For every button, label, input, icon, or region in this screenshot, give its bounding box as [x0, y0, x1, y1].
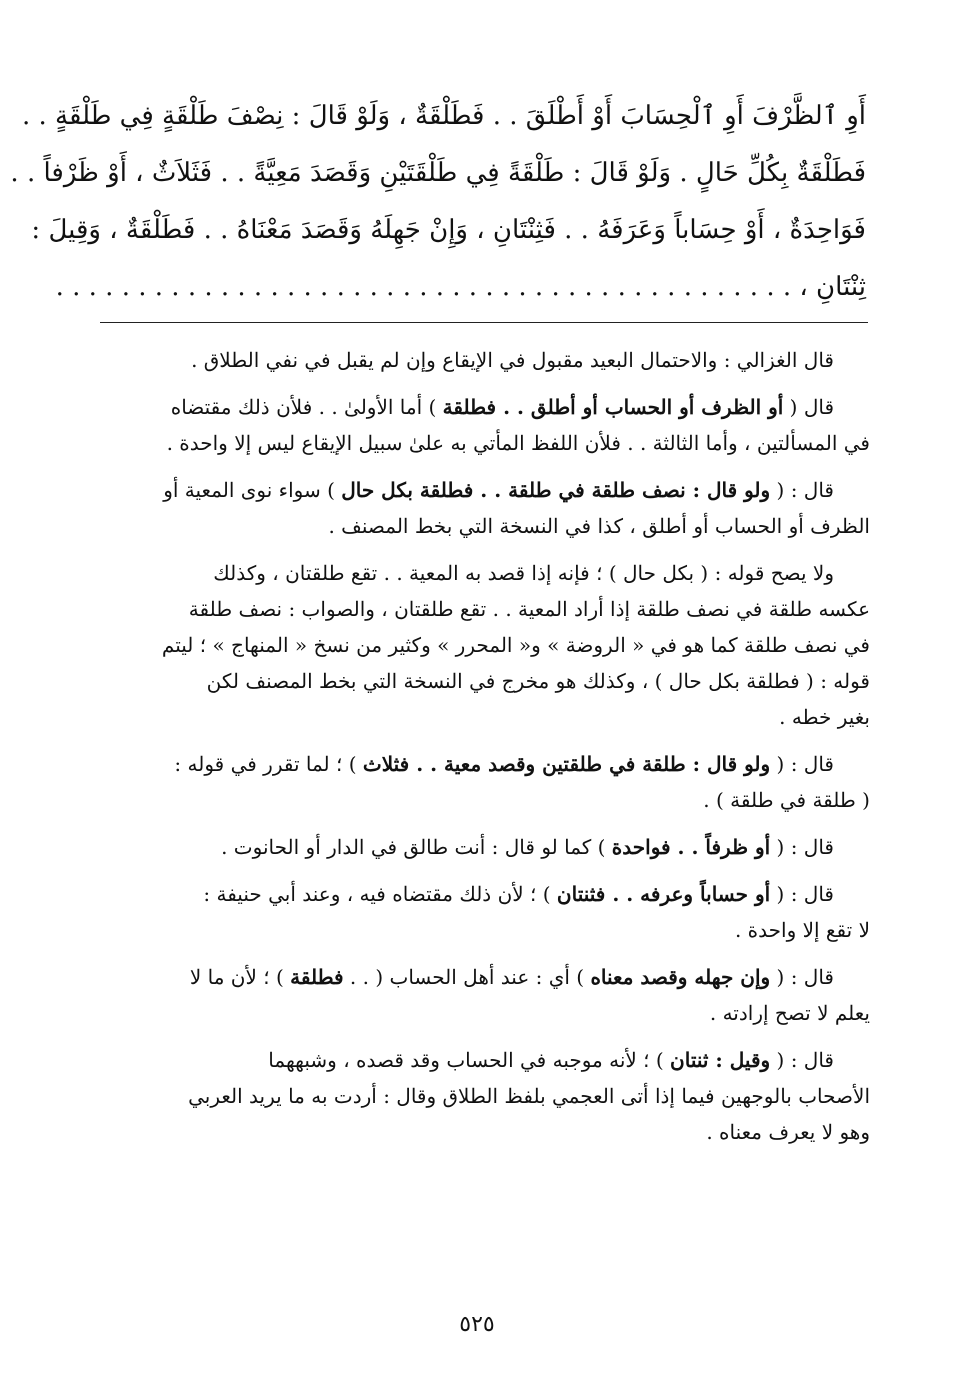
main-text-line: ثِنْتَانِ ، . . . . . . . . . . . . . . . . . . . . . . . . . . . . . . . . . . . . . . . . . . . . .: [55, 272, 866, 302]
commentary-line: قوله : ( فطلقة بكل حال ) ، وكذلك هو مخرج في النسخة التي بخط المصنف لكن: [206, 669, 870, 693]
commentary-line: لا تقع إلا واحدة .: [734, 918, 870, 942]
commentary-paragraph: [100, 746, 870, 818]
commentary-line: يعلم لا تصح إرادته .: [709, 1001, 870, 1025]
commentary-line: قال : ( ولو قال : نصف طلقة في طلقة . . فطلقة بكل حال ) سواء نوى المعية أو: [163, 478, 834, 502]
quoted-text: وقيل : ثنتان: [670, 1048, 771, 1072]
main-text-line: فَوَاحِدَةٌ ، أَوْ حِسَاباً وَعَرَفَهُ . . فَثِنْتَانِ ، وَإِنْ جَهِلَهُ وَقَصَدَ مَعْنَاهُ . . فَطَلْقَةٌ ، وَقِيلَ :: [31, 215, 866, 245]
commentary-paragraph: [100, 342, 870, 378]
commentary-line: الأصحاب بالوجهين فيما إذا أتى العجمي بلفظ الطلاق وقال : أردت به ما يريد العربي: [188, 1084, 870, 1108]
commentary-line: في نصف طلقة كما هو في « الروضة » و« المحرر » وكثير من نسخ « المنهاج » ؛ ليتم: [161, 633, 870, 657]
commentary-line: وهو لا يعرف معناه .: [706, 1120, 870, 1144]
commentary-line: قال : ( وقيل : ثنتان ) ؛ لأنه موجبه في الحساب وقد قصده ، وشبههما: [268, 1048, 834, 1072]
page-number: ٥٢٥: [459, 1312, 495, 1337]
commentary-paragraph: [100, 1042, 870, 1150]
commentary-line: قال ( أو الظرف أو الحساب أو أطلق . . فطلقة ) أما الأولىٰ . . فلأن ذلك مقتضاه: [170, 395, 834, 419]
main-text-line: أَوِ ٱلظَّرْفَ أَوِ ٱلْحِسَابَ أَوْ أَطْلَقَ . . فَطَلْقَةٌ ، وَلَوْ قَالَ : نِصْفَ طَلْقَةٍ فِي طَلْقَةٍ . .: [21, 101, 866, 131]
commentary-line: الظرف أو الحساب أو أطلق ، كذا في النسخة التي بخط المصنف .: [328, 514, 870, 538]
commentary-line: قال : ( أو حساباً وعرفه . . فثنتان ) ؛ لأن ذلك مقتضاه فيه ، وعند أبي حنيفة :: [203, 882, 834, 906]
commentary-paragraph: [100, 829, 870, 865]
commentary-line: قال : ( وإن جهله وقصد معناه ) أي : عند أهل الحساب ( . . فطلقة ) ؛ لأن ما لا: [189, 965, 834, 989]
commentary-paragraph: [100, 959, 870, 1031]
main-text-line: فَطَلْقَةٌ بِكُلِّ حَالٍ . وَلَوْ قَالَ : طَلْقَةً فِي طَلْقَتَيْنِ وَقَصَدَ مَعِيَّةً . . فَثَلاَثٌ ، أَوْ ظَرْفاً . .: [10, 158, 866, 188]
separator-line: [100, 322, 868, 323]
commentary-paragraph: [100, 389, 870, 461]
commentary-line: في المسألتين ، وأما الثالثة . . فلأن اللفظ المأتي به علىٰ سبيل الإيقاع ليس إلا واحدة .: [166, 431, 870, 455]
commentary-line: قال : ( أو ظرفاً . . فواحدة ) كما لو قال : أنت طالق في الدار أو الحانوت .: [221, 835, 834, 859]
main-text: [10, 88, 866, 316]
commentary-line: ولا يصح قوله : ( بكل حال ) ؛ فإنه إذا قصد به المعية . . تقع طلقتان ، وكذلك: [213, 561, 834, 585]
commentary-line: ( طلقة في طلقة ) .: [703, 788, 870, 812]
commentary-paragraph: [100, 876, 870, 948]
quoted-text: أو الظرف أو الحساب أو أطلق . . فطلقة: [442, 395, 784, 419]
quoted-text: فطلقة: [290, 965, 344, 989]
commentary-paragraph: [100, 555, 870, 735]
commentary-line: قال الغزالي : والاحتمال البعيد مقبول في الإيقاع وإن لم يقبل في نفي الطلاق .: [191, 348, 834, 372]
quoted-text: وإن جهله وقصد معناه: [590, 965, 771, 989]
commentary-paragraph: [100, 472, 870, 544]
quoted-text: أو ظرفاً . . فواحدة: [611, 835, 771, 859]
quoted-text: ولو قال : طلقة في طلقتين وقصد معية . . فثلاث: [362, 752, 771, 776]
quoted-text: أو حساباً وعرفه . . فثنتان: [556, 882, 771, 906]
commentary-line: قال : ( ولو قال : طلقة في طلقتين وقصد معية . . فثلاث ) ؛ لما تقرر في قوله :: [174, 752, 834, 776]
quoted-text: ولو قال : نصف طلقة في طلقة . . فطلقة بكل حال: [341, 478, 771, 502]
commentary-line: بغير خطه .: [779, 705, 870, 729]
commentary-line: عكسه طلقة في نصف طلقة إذا أراد المعية . . تقع طلقتان ، والصواب : نصف طلقة: [188, 597, 870, 621]
commentary: [100, 342, 870, 1161]
